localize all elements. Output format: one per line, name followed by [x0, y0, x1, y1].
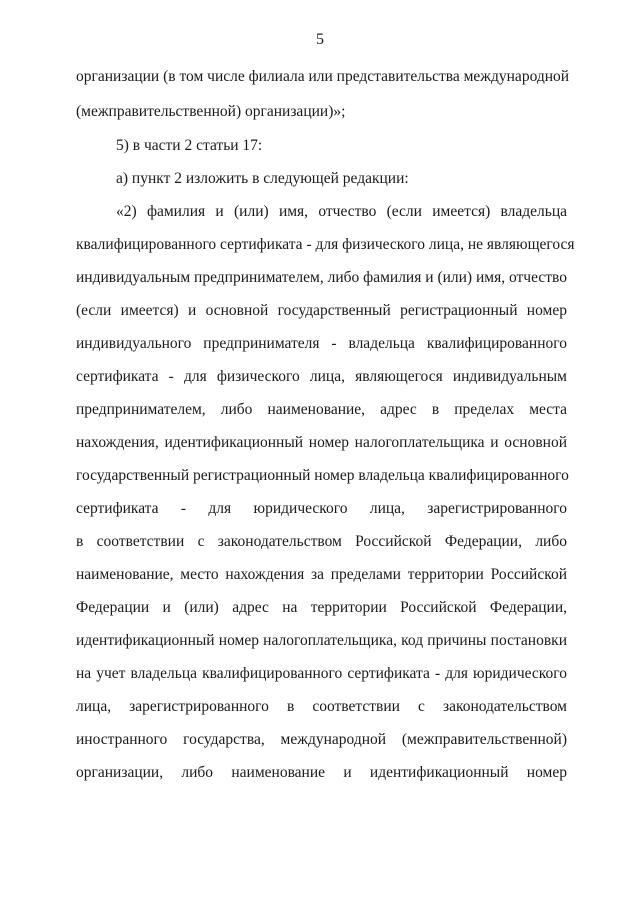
text-line: организации (в том числе филиала или представительства международной: [76, 68, 570, 85]
text-line: сертификата - для физического лица, являющегося индивидуальным: [76, 368, 567, 385]
text-line: (межправительственной) организации)»;: [76, 103, 346, 120]
text-line: (если имеется) и основной государственный регистрационный номер: [76, 302, 567, 319]
text-line: идентификационный номер налогоплательщика, код причины постановки: [76, 632, 567, 649]
text-line: на учет владельца квалифицированного сертификата - для юридического: [76, 665, 567, 682]
text-line: организации, либо наименование и идентификационный номер: [76, 764, 567, 781]
text-line: а) пункт 2 изложить в следующей редакции:: [116, 170, 409, 187]
text-line: «2) фамилия и (или) имя, отчество (если имеется) владельца: [116, 203, 567, 220]
text-line: лица, зарегистрированного в соответствии с законодательством: [76, 698, 567, 715]
text-line: индивидуальным предпринимателем, либо фамилия и (или) имя, отчество: [76, 269, 567, 286]
page-number: 5: [316, 31, 324, 48]
text-line: иностранного государства, международной (межправительственной): [76, 731, 567, 748]
text-line: Федерации и (или) адрес на территории Российской Федерации,: [76, 599, 567, 616]
text-line: сертификата - для юридического лица, зарегистрированного: [76, 500, 567, 517]
text-line: индивидуального предпринимателя - владельца квалифицированного: [76, 335, 567, 352]
text-line: квалифицированного сертификата - для физического лица, не являющегося: [76, 236, 575, 253]
text-line: нахождения, идентификационный номер налогоплательщика и основной: [76, 434, 567, 451]
text-line: предпринимателем, либо наименование, адрес в пределах места: [76, 401, 567, 418]
text-line: наименование, место нахождения за пределами территории Российской: [76, 566, 567, 583]
text-line: 5) в части 2 статьи 17:: [116, 137, 263, 154]
text-line: государственный регистрационный номер владельца квалифицированного: [76, 467, 569, 484]
text-line: в соответствии с законодательством Российской Федерации, либо: [76, 533, 567, 550]
